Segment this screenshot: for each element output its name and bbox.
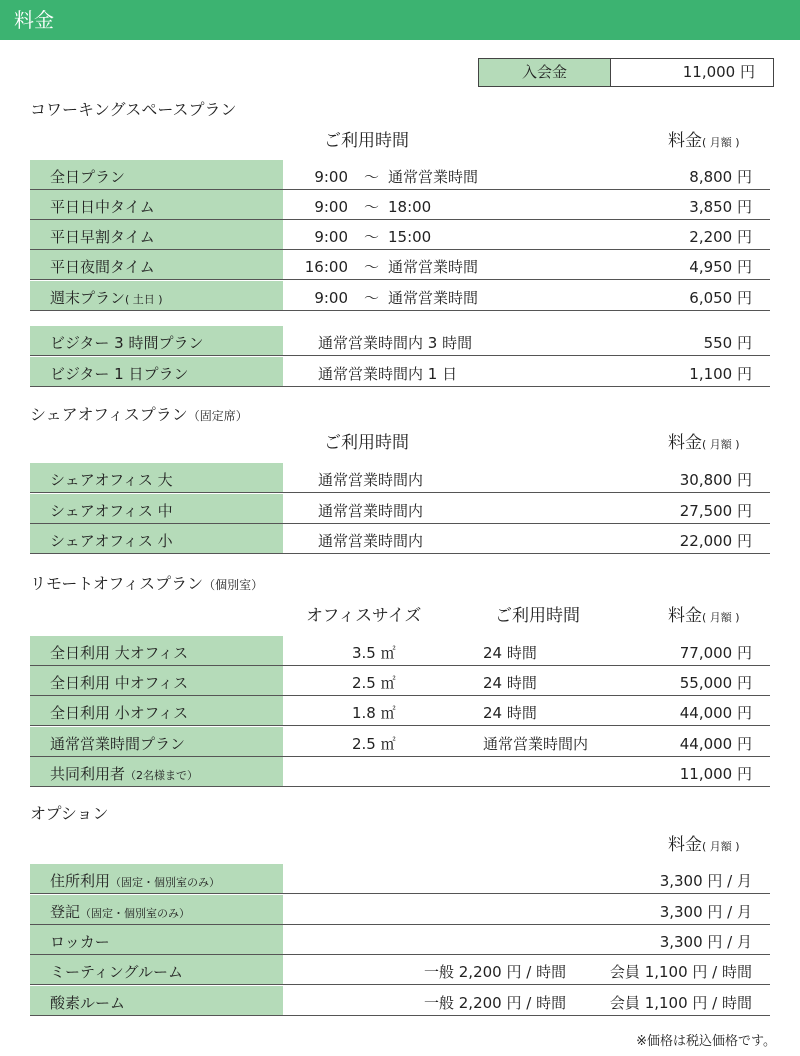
page-header	[0, 0, 800, 40]
plan-name-label: 平日早割タイム	[50, 228, 155, 246]
plan-name-label: 全日利用 小オフィス	[50, 704, 189, 722]
plan-name	[30, 250, 283, 279]
price-value: 会員 1,100 円 / 時間	[609, 994, 752, 1012]
plan-name	[30, 666, 283, 695]
plan-name-note: ( 土日 )	[125, 293, 163, 306]
size-value: 2.5 ㎡	[352, 735, 396, 753]
plan-name	[30, 955, 283, 984]
table-row	[30, 666, 770, 696]
plan-name	[30, 727, 283, 756]
table-row	[30, 250, 770, 280]
time-end: 通常営業時間	[388, 168, 479, 186]
plan-name-label: 通常営業時間プラン	[50, 735, 186, 753]
time-separator: 〜	[364, 258, 380, 276]
general-price: 一般 2,200 円 / 時間	[424, 994, 567, 1012]
time-start: 9:00	[314, 198, 348, 216]
cowork-col-time: ご利用時間	[324, 131, 409, 151]
remote-col-price: 料金( 月額 )	[668, 606, 740, 626]
remote-col-time: ご利用時間	[495, 606, 580, 626]
time-separator: 〜	[364, 289, 380, 307]
time-value: 通常営業時間内	[318, 471, 424, 489]
plan-name	[30, 895, 283, 924]
price-value: 会員 1,100 円 / 時間	[609, 963, 752, 981]
share-col-time: ご利用時間	[324, 433, 409, 453]
plan-name	[30, 357, 283, 386]
price-value: 550 円	[703, 334, 752, 352]
price-value: 77,000 円	[679, 644, 752, 662]
time-separator: 〜	[364, 168, 380, 186]
time-start: 9:00	[314, 289, 348, 307]
table-row	[30, 696, 770, 726]
time-separator: 〜	[364, 228, 380, 246]
table-row	[30, 220, 770, 250]
share-col-price: 料金( 月額 )	[668, 433, 740, 453]
price-value: 44,000 円	[679, 735, 752, 753]
plan-name-note: （固定・個別室のみ）	[80, 907, 191, 920]
price-value: 3,300 円 / 月	[659, 903, 752, 921]
plan-name	[30, 636, 283, 665]
plan-name	[30, 925, 283, 954]
time-value: 通常営業時間内	[483, 735, 589, 753]
plan-name	[30, 864, 283, 893]
share-section-title: シェアオフィスプラン（固定席）	[30, 405, 248, 424]
table-row	[30, 190, 770, 220]
price-value: 8,800 円	[689, 168, 752, 186]
general-price: 一般 2,200 円 / 時間	[424, 963, 567, 981]
table-row	[30, 727, 770, 757]
plan-name-label: ビジター 3 時間プラン	[50, 334, 204, 352]
table-row	[30, 925, 770, 955]
price-value: 3,300 円 / 月	[659, 872, 752, 890]
plan-name-label: 平日夜間タイム	[50, 258, 155, 276]
table-row	[30, 463, 770, 493]
time-value: 通常営業時間内	[318, 532, 424, 550]
plan-name-note: （固定・個別室のみ）	[110, 876, 221, 889]
table-row	[30, 955, 770, 985]
plan-name-label: シェアオフィス 小	[50, 532, 173, 550]
plan-name-label: 平日日中タイム	[50, 198, 155, 216]
price-value: 44,000 円	[679, 704, 752, 722]
size-value: 3.5 ㎡	[352, 644, 396, 662]
time-end: 15:00	[388, 228, 432, 246]
entry-fee-label: 入会金	[479, 59, 611, 86]
plan-name-label: 週末プラン	[50, 289, 126, 307]
price-value: 3,300 円 / 月	[659, 933, 752, 951]
remote-section-title: リモートオフィスプラン（個別室）	[30, 574, 264, 593]
plan-name-label: ロッカー	[50, 933, 110, 951]
size-value: 2.5 ㎡	[352, 674, 396, 692]
table-row	[30, 895, 770, 925]
price-value: 2,200 円	[689, 228, 752, 246]
cowork-section-title: コワーキングスペースプラン	[30, 100, 237, 119]
plan-name-label: 共同利用者	[50, 765, 126, 783]
size-value: 1.8 ㎡	[352, 704, 396, 722]
price-value: 22,000 円	[679, 532, 752, 550]
time-start: 9:00	[314, 168, 348, 186]
plan-name-label: 酸素ルーム	[50, 994, 126, 1012]
plan-name	[30, 494, 283, 523]
table-row	[30, 494, 770, 524]
plan-name-label: 全日利用 中オフィス	[50, 674, 189, 692]
plan-name-label: 全日利用 大オフィス	[50, 644, 189, 662]
plan-name-label: 全日プラン	[50, 168, 126, 186]
table-row	[30, 281, 770, 311]
entry-fee-value: 11,000 円	[682, 63, 755, 81]
table-row	[30, 160, 770, 190]
cowork-col-price: 料金( 月額 )	[668, 131, 740, 151]
time-value: 24 時間	[483, 644, 537, 662]
table-row	[30, 524, 770, 554]
plan-name	[30, 190, 283, 219]
remote-col-size: オフィスサイズ	[306, 606, 422, 626]
plan-name	[30, 326, 283, 355]
price-value: 4,950 円	[689, 258, 752, 276]
plan-name	[30, 986, 283, 1015]
table-row	[30, 986, 770, 1016]
time-value: 24 時間	[483, 674, 537, 692]
time-separator: 〜	[364, 198, 380, 216]
plan-name-label: ビジター 1 日プラン	[50, 365, 189, 383]
entry-fee-box	[478, 58, 774, 87]
plan-name-label: 登記	[50, 903, 81, 921]
table-row	[30, 864, 770, 894]
time-value: 24 時間	[483, 704, 537, 722]
plan-name	[30, 696, 283, 725]
options-section-title: オプション	[30, 804, 109, 823]
plan-name-note: （2名様まで）	[125, 769, 199, 782]
time-start: 16:00	[304, 258, 348, 276]
price-value: 55,000 円	[679, 674, 752, 692]
time-end: 18:00	[388, 198, 432, 216]
page-title: 料金	[14, 8, 54, 32]
time-end: 通常営業時間	[388, 289, 479, 307]
plan-name	[30, 220, 283, 249]
plan-name-label: 住所利用	[50, 872, 111, 890]
plan-name-label: シェアオフィス 中	[50, 502, 173, 520]
plan-name-label: ミーティングルーム	[50, 963, 184, 981]
price-value: 1,100 円	[689, 365, 752, 383]
price-value: 6,050 円	[689, 289, 752, 307]
plan-name	[30, 524, 283, 553]
time-value: 通常営業時間内 1 日	[318, 365, 458, 383]
tax-footnote: ※価格は税込価格です。	[636, 1034, 776, 1049]
time-start: 9:00	[314, 228, 348, 246]
plan-name-label: シェアオフィス 大	[50, 471, 173, 489]
price-value: 11,000 円	[679, 765, 752, 783]
price-value: 30,800 円	[679, 471, 752, 489]
plan-name	[30, 757, 283, 786]
options-col-price: 料金( 月額 )	[668, 835, 740, 855]
time-value: 通常営業時間内 3 時間	[318, 334, 473, 352]
plan-name	[30, 281, 283, 310]
price-value: 3,850 円	[689, 198, 752, 216]
table-row	[30, 326, 770, 356]
table-row	[30, 636, 770, 666]
time-value: 通常営業時間内	[318, 502, 424, 520]
table-row	[30, 757, 770, 787]
time-end: 通常営業時間	[388, 258, 479, 276]
price-value: 27,500 円	[679, 502, 752, 520]
plan-name	[30, 160, 283, 189]
plan-name	[30, 463, 283, 492]
table-row	[30, 357, 770, 387]
